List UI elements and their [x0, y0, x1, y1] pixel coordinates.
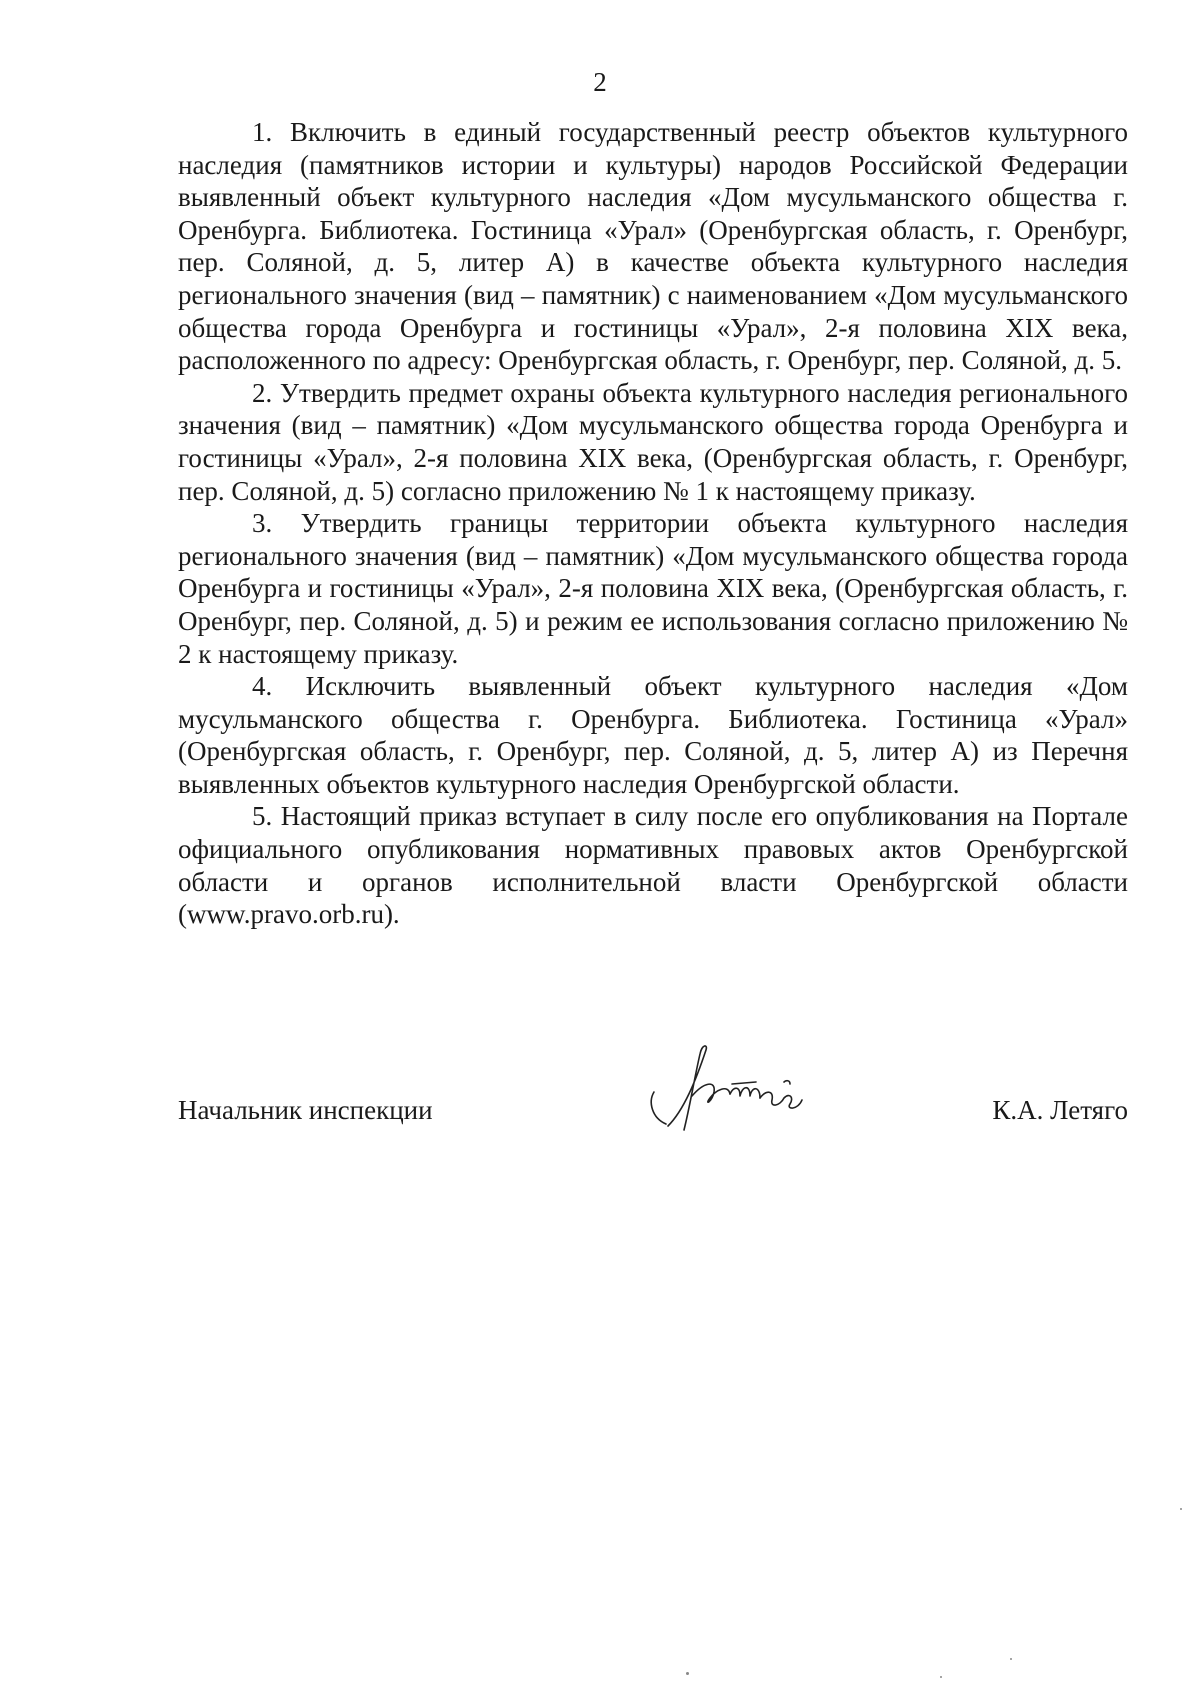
paragraph-5: 5. Настоящий приказ вступает в силу после его опубликования на Портале официального опубликования нормативных правовых актов Оренбургской области и органов исполнительной власти Оренбургской области (www.pravo.orb.ru). — [178, 801, 1128, 930]
signature-block — [178, 1040, 1128, 1130]
signatory-position: Начальник инспекции — [178, 1095, 433, 1125]
paragraph-1: 1. Включить в единый государственный реестр объектов культурного наследия (памятников истории и культуры) народов Российской Федерации выявленный объект культурного наследия «Дом мусульманского общества г. Оренбурга. Библиотека. Гостиница «Урал» (Оренбургская область, г. Оренбург, пер. Соляной, д. 5, литер А) в качестве объекта культурного наследия регионального значения (вид – памятник) с наименованием «Дом мусульманского общества города Оренбурга и гостиницы «Урал», 2-я половина XIX века, расположенного по адресу: Оренбургская область, г. Оренбург, пер. Соляной, д. 5. — [178, 117, 1128, 376]
paragraph-4: 4. Исключить выявленный объект культурного наследия «Дом мусульманского общества г. Оренбурга. Библиотека. Гостиница «Урал» (Оренбургская область, г. Оренбург, пер. Соляной, д. 5, литер А) из Перечня выявленных объектов культурного наследия Оренбургской области. — [178, 671, 1128, 799]
page-number: 2 — [593, 67, 607, 97]
order-body — [178, 116, 1128, 931]
paragraph-3: 3. Утвердить границы территории объекта культурного наследия регионального значения (вид – памятник) «Дом мусульманского общества города Оренбурга и гостиницы «Урал», 2-я половина XIX века, (Оренбургская область, г. Оренбург, пер. Соляной, д. 5) и режим ее использования согласно приложению № 2 к настоящему приказу. — [178, 508, 1128, 669]
signatory-name: К.А. Летяго — [992, 1095, 1128, 1125]
scan-speck — [686, 1672, 689, 1675]
scan-speck — [1010, 1658, 1012, 1660]
paragraph-2: 2. Утвердить предмет охраны объекта культурного наследия регионального значения (вид – памятник) «Дом мусульманского общества города Оренбурга и гостиницы «Урал», 2-я половина XIX века, (Оренбургская область, г. Оренбург, пер. Соляной, д. 5) согласно приложению № 1 к настоящему приказу. — [178, 377, 1128, 506]
scan-speck — [940, 1676, 942, 1678]
handwritten-signature — [644, 1040, 834, 1132]
scan-speck — [1180, 1508, 1182, 1510]
